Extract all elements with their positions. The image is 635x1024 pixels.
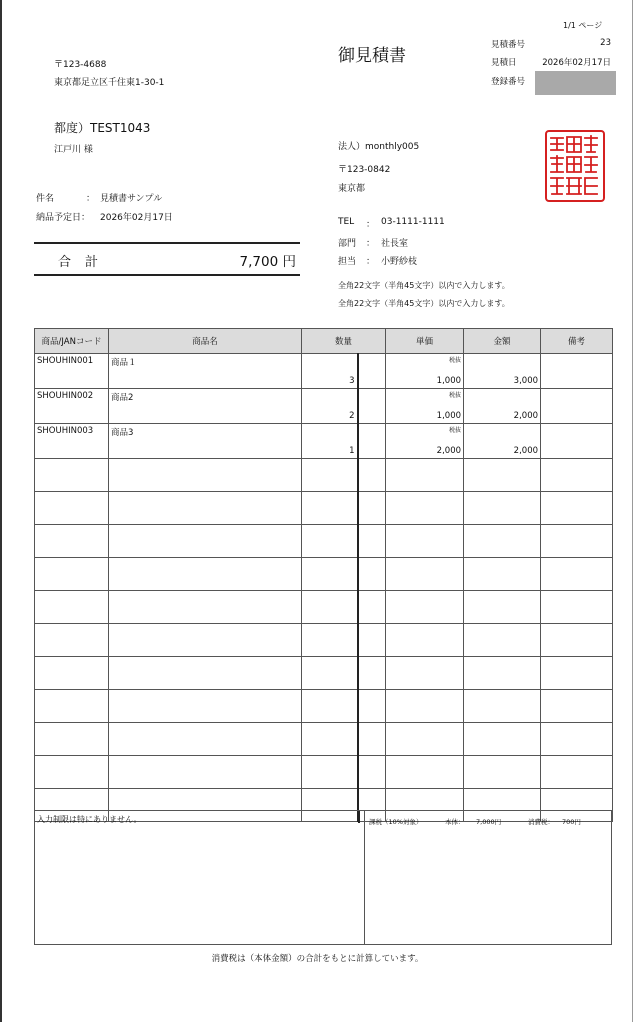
row-amount: 2,000 (513, 411, 539, 421)
row-qty: 1 (349, 446, 355, 456)
row-amount-cell (464, 424, 541, 459)
estimate-number-row (491, 38, 611, 52)
estimate-number-value: 23 (600, 38, 611, 48)
issuer-name: 法人）monthly005 (338, 142, 420, 152)
total-box (34, 242, 300, 276)
estimate-date-value: 2026年02月17日 (542, 58, 611, 68)
row-qty-cell (302, 424, 358, 459)
row-remarks-cell (541, 354, 613, 389)
issuer-tel: 03-1111-1111 (381, 217, 445, 227)
issuer-dept-colon: ： (366, 239, 376, 249)
row-remarks-cell (541, 389, 613, 424)
estimate-number-label: 見積番号 (491, 40, 526, 50)
recipient-name: 都度）TEST1043 (54, 121, 151, 135)
delivery-value: 2026年02月17日 (100, 213, 173, 223)
header-remarks: 備考 (541, 329, 613, 354)
table-row-empty (35, 624, 613, 657)
row-name: 商品3 (109, 424, 302, 459)
issuer-dept-label: 部門 (338, 239, 357, 249)
row-price-cell (386, 354, 464, 389)
items-table (34, 328, 613, 822)
header-amount: 金額 (464, 329, 541, 354)
table-row-empty (35, 723, 613, 756)
tax-category: 課税（10%対象） (369, 818, 423, 826)
estimate-date-label: 見積日 (491, 58, 517, 68)
tax-value: 700円 (562, 818, 581, 826)
page-number: 1/1 ページ (563, 21, 603, 30)
row-amount: 2,000 (513, 446, 539, 456)
row-price: 1,000 (436, 411, 462, 421)
issuer-tel-label: TEL (338, 217, 355, 227)
recipient-contact: 江戸川 様 (54, 145, 93, 155)
issuer-note-1: 全角22文字（半角45文字）以内で入力します。 (338, 281, 510, 290)
table-row-empty (35, 492, 613, 525)
issuer-postal: 〒123-0842 (338, 165, 391, 175)
row-price: 2,000 (436, 446, 462, 456)
table-row (35, 389, 613, 424)
header-name: 商品名 (109, 329, 302, 354)
issuer-person-colon: ： (366, 257, 376, 267)
delivery-label: 納品予定日： (36, 213, 91, 223)
row-amount-cell (464, 389, 541, 424)
table-row-empty (35, 657, 613, 690)
row-unit-cell (358, 389, 386, 424)
table-row-empty (35, 558, 613, 591)
footer-remark: 入力制限は特にありません。 (37, 815, 142, 824)
issuer-person: 小野紗枝 (381, 257, 418, 267)
base-label: 本体： (445, 818, 465, 826)
row-code: SHOUHIN002 (35, 389, 109, 424)
company-seal-stamp (545, 130, 605, 202)
registration-number-box (535, 71, 616, 95)
table-row (35, 424, 613, 459)
table-row-empty (35, 690, 613, 723)
row-code: SHOUHIN003 (35, 424, 109, 459)
document-title: 御見積書 (338, 46, 406, 66)
footer-box (34, 810, 612, 945)
row-price-cell (386, 424, 464, 459)
issuer-address: 東京都 (338, 184, 366, 194)
issuer-person-label: 担当 (338, 257, 357, 267)
row-price: 1,000 (436, 376, 462, 386)
row-amount: 3,000 (513, 376, 539, 386)
row-code: SHOUHIN001 (35, 354, 109, 389)
tax-label: 消費税： (528, 818, 554, 826)
table-row-empty (35, 525, 613, 558)
header-code: 商品/JANコード (35, 329, 109, 354)
row-tax-note: 税抜 (449, 392, 462, 399)
footer-remarks-area (35, 811, 365, 944)
row-price-cell (386, 389, 464, 424)
row-name: 商品１ (109, 354, 302, 389)
table-header-row (35, 329, 613, 354)
seal-glyphs-icon (547, 132, 602, 199)
row-tax-note: 税抜 (449, 357, 462, 364)
row-qty: 2 (349, 411, 355, 421)
row-qty-cell (302, 389, 358, 424)
total-label: 合計 (58, 255, 113, 270)
row-name: 商品2 (109, 389, 302, 424)
row-tax-note: 税抜 (449, 427, 462, 434)
table-row-empty (35, 591, 613, 624)
row-amount-cell (464, 354, 541, 389)
total-value: 7,700 円 (239, 254, 296, 270)
table-row (35, 354, 613, 389)
table-row-empty (35, 756, 613, 789)
issuer-note-2: 全角22文字（半角45文字）以内で入力します。 (338, 299, 510, 308)
subject-value: 見積書サンプル (100, 194, 163, 204)
estimate-date-row (491, 56, 611, 70)
subject-label: 件名 (36, 194, 55, 204)
row-unit-cell (358, 424, 386, 459)
row-qty: 3 (349, 376, 355, 386)
row-unit-cell (358, 354, 386, 389)
table-row-empty (35, 459, 613, 492)
base-value: 7,000円 (476, 818, 502, 826)
subject-colon: ： (86, 194, 96, 204)
recipient-postal: 〒123-4688 (54, 60, 107, 70)
recipient-address: 東京都足立区千住東1-30-1 (54, 78, 165, 88)
issuer-tel-colon: ： (366, 220, 376, 230)
bottom-note: 消費税は（本体金額）の合計をもとに計算しています。 (211, 954, 424, 964)
row-qty-cell (302, 354, 358, 389)
registration-label: 登録番号 (491, 77, 526, 87)
header-price: 単価 (386, 329, 464, 354)
row-remarks-cell (541, 424, 613, 459)
issuer-dept: 社長室 (381, 239, 409, 249)
header-qty: 数量 (302, 329, 386, 354)
footer-divider (358, 811, 360, 823)
